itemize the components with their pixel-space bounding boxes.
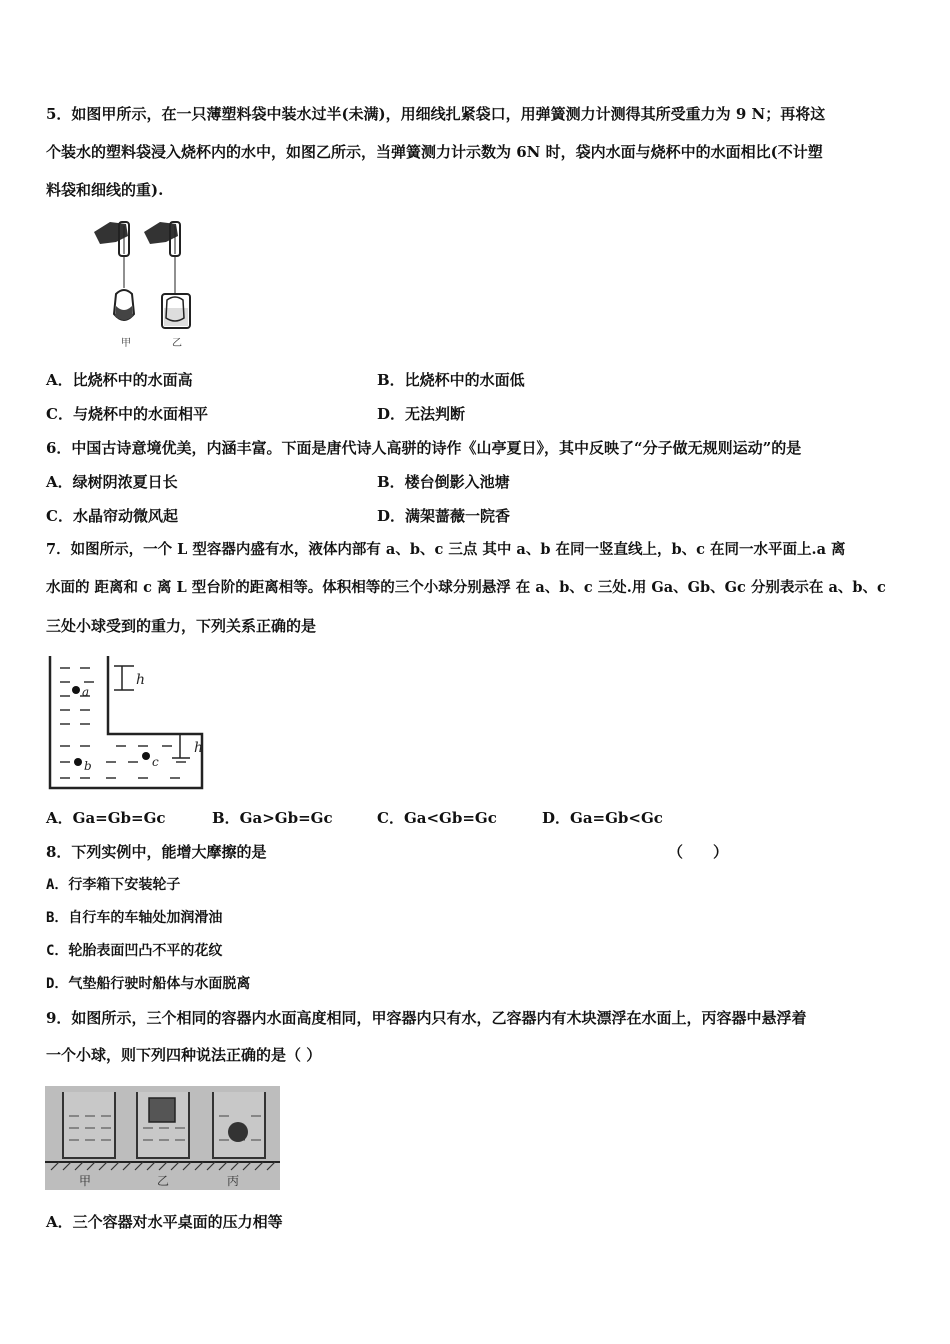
q7-fig-label-h2: h [194, 740, 204, 756]
q5-option-d[interactable]: D．无法判断 [377, 405, 466, 423]
q8-answer-bracket: （ ） [668, 843, 729, 861]
q9-fig-label-jia: 甲 [79, 1174, 92, 1188]
q5-stem-line1: 5．如图甲所示，在一只薄塑料袋中装水过半(未满)，用细线扎紧袋口，用弹簧测力计测得其所受重力为 9 N；再将这 [46, 105, 826, 123]
q5-stem-line3: 料袋和细线的重). [46, 181, 164, 199]
q5-stem-line2: 个装水的塑料袋浸入烧杯内的水中，如图乙所示，当弹簧测力计示数为 6N 时，袋内水面与烧杯中的水面相比(不计塑 [46, 143, 823, 161]
q6-option-b[interactable]: B．楼台倒影入池塘 [377, 473, 510, 491]
q7-stem-line2: 水面的 距离和 c 离 L 型台阶的距离相等。体积相等的三个小球分别悬浮 在 a、b、c 三处.用 Ga、Gb、Gc 分别表示在 a、b、c [46, 579, 886, 596]
q7-fig-label-a: a [82, 685, 90, 699]
q5-option-b[interactable]: B．比烧杯中的水面低 [377, 371, 525, 389]
q9-stem-line2: 一个小球，则下列四种说法正确的是（ ） [46, 1046, 322, 1064]
q6-option-d[interactable]: D．满架蔷薇一院香 [377, 507, 511, 525]
q7-stem-line1: 7．如图所示，一个 L 型容器内盛有水，液体内部有 a、b、c 三点 其中 a、b 在同一竖直线上，b、c 在同一水平面上.a 离 [46, 541, 846, 558]
q9-stem-line1: 9．如图所示，三个相同的容器内水面高度相同，甲容器内只有水，乙容器内有木块漂浮在水面上，丙容器中悬浮着 [46, 1009, 807, 1027]
q7-fig-label-h1: h [136, 672, 146, 688]
q7-option-b[interactable]: B．Ga>Gb=Gc [212, 809, 333, 827]
q5-figure-spring-scale [86, 214, 196, 354]
q7-option-c[interactable]: C．Ga<Gb=Gc [377, 809, 497, 827]
q6-option-c[interactable]: C．水晶帘动微风起 [46, 507, 178, 525]
q7-stem-line3: 三处小球受到的重力，下列关系正确的是 [46, 617, 317, 635]
q5-fig-label-yi: 乙 [172, 338, 182, 349]
q9-figure-three-containers [45, 1086, 280, 1190]
q8-option-c[interactable]: C．轮胎表面凹凸不平的花纹 [46, 943, 223, 959]
q7-figure-l-container [46, 650, 216, 792]
q9-fig-label-yi: 乙 [157, 1174, 170, 1188]
q5-fig-label-jia: 甲 [121, 338, 131, 349]
q7-fig-label-b: b [84, 759, 92, 773]
q7-option-d[interactable]: D．Ga=Gb<Gc [542, 809, 663, 827]
q5-option-c[interactable]: C．与烧杯中的水面相平 [46, 405, 208, 423]
q9-option-a[interactable]: A．三个容器对水平桌面的压力相等 [46, 1213, 283, 1231]
q8-option-d[interactable]: D．气垫船行驶时船体与水面脱离 [46, 976, 251, 992]
q8-option-b[interactable]: B．自行车的车轴处加润滑油 [46, 910, 223, 926]
q5-figure-yi [144, 222, 190, 349]
q7-fig-label-c: c [152, 755, 159, 769]
q6-option-a[interactable]: A．绿树阴浓夏日长 [46, 473, 178, 491]
q6-stem-line1: 6．中国古诗意境优美，内涵丰富。下面是唐代诗人高骈的诗作《山亭夏日》，其中反映了“分子做无规则运动”的是 [46, 439, 802, 457]
q7-option-a[interactable]: A．Ga=Gb=Gc [46, 809, 166, 827]
q9-fig-label-bing: 丙 [227, 1174, 240, 1188]
q8-option-a[interactable]: A．行李箱下安装轮子 [46, 877, 181, 893]
q5-option-a[interactable]: A．比烧杯中的水面高 [46, 371, 193, 389]
q5-figure-jia [94, 222, 134, 349]
q8-stem-line1: 8．下列实例中，能增大摩擦的是 [46, 843, 267, 861]
